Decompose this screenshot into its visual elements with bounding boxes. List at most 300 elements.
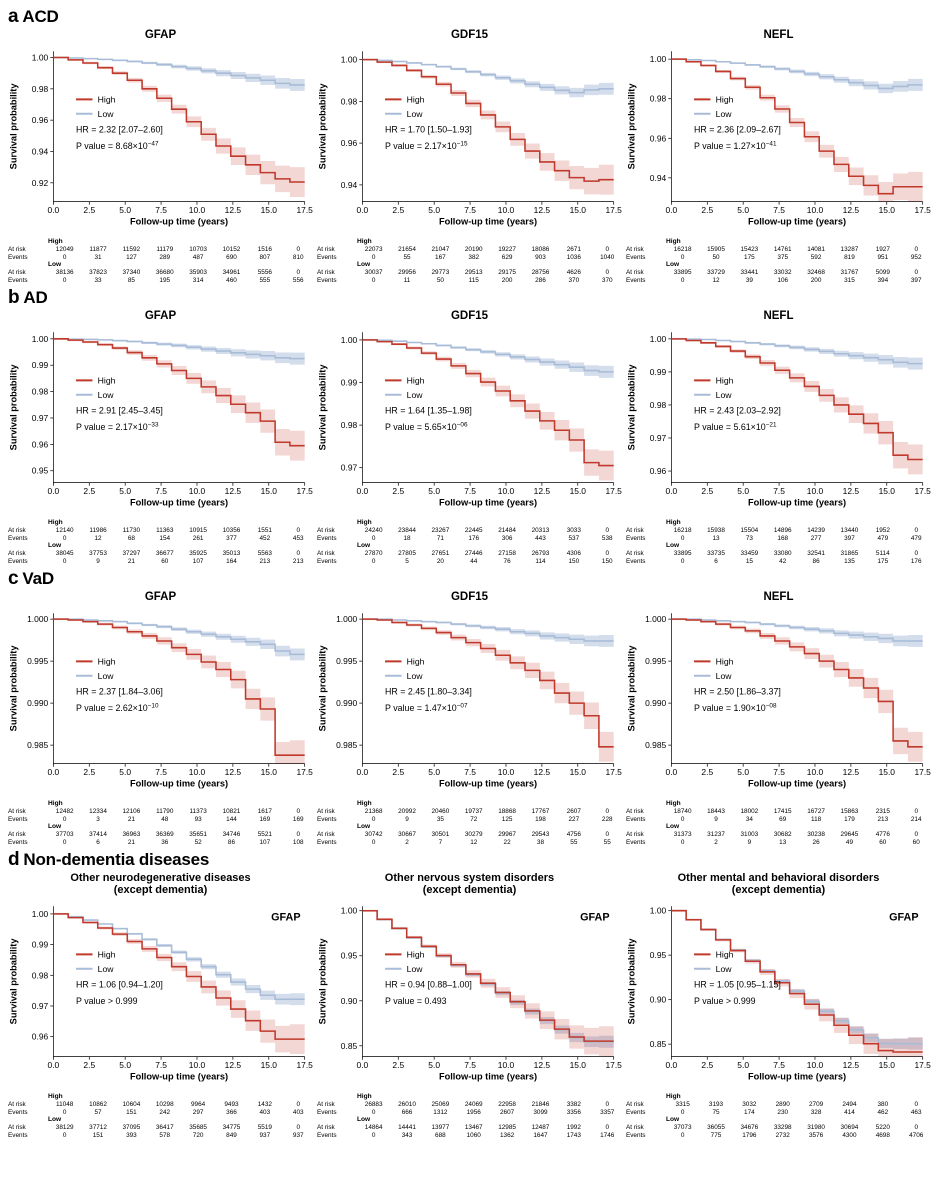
svg-text:15.0: 15.0 <box>569 766 586 777</box>
table-row: At risk 33895 33735 33459 33080 32541 31865 5114 0 <box>625 550 918 558</box>
chart-cell <box>624 309 933 566</box>
chart-title: NEFL <box>763 28 794 41</box>
svg-text:15.0: 15.0 <box>569 485 586 496</box>
svg-text:12.5: 12.5 <box>224 204 242 215</box>
svg-text:HR = 2.91 [2.45–3.45]: HR = 2.91 [2.45–3.45] <box>76 405 163 416</box>
svg-text:2.5: 2.5 <box>83 485 96 496</box>
risk-group-high-label <box>8 1093 48 1101</box>
risk-group-low: Low <box>356 261 371 269</box>
chart-title: Other mental and behavioral disorders (except dementia) <box>677 871 880 897</box>
svg-text:0.96: 0.96 <box>31 439 49 450</box>
table-row: Events 0 775 1796 2732 3576 4300 4698 4706 <box>625 1132 924 1140</box>
svg-text:15.0: 15.0 <box>569 204 586 215</box>
svg-text:Follow-up time (years): Follow-up time (years) <box>747 497 847 508</box>
svg-text:High: High <box>406 949 425 960</box>
risk-group-low: Low <box>356 542 371 550</box>
risk-table <box>315 800 624 847</box>
svg-text:5.0: 5.0 <box>119 204 132 215</box>
table-row: Events 0 3 21 48 93 144 169 169 <box>8 815 304 823</box>
plot-area <box>624 324 933 518</box>
svg-text:7.5: 7.5 <box>773 485 785 496</box>
svg-text:1.00: 1.00 <box>649 333 667 344</box>
svg-text:10.0: 10.0 <box>806 1060 824 1071</box>
km-plot <box>315 605 624 799</box>
svg-text:Survival probability: Survival probability <box>8 645 19 732</box>
svg-text:2.5: 2.5 <box>83 766 96 777</box>
svg-text:2.5: 2.5 <box>392 1060 405 1071</box>
km-plot <box>6 324 315 518</box>
risk-table <box>6 800 315 847</box>
svg-text:7.5: 7.5 <box>155 204 167 215</box>
chart-cell <box>6 309 315 566</box>
table-row: At risk 30742 30667 30501 30279 29967 29543 4756 0 <box>316 831 610 839</box>
table-row: At risk 11048 10862 10604 10298 9964 9493 1432 0 <box>8 1100 301 1108</box>
chart-cell <box>6 871 315 1140</box>
svg-text:2.5: 2.5 <box>83 1060 96 1071</box>
svg-text:0.985: 0.985 <box>336 740 358 751</box>
table-row: Events 0 18 71 176 306 443 537 538 <box>316 534 613 542</box>
svg-text:Low: Low <box>97 670 114 681</box>
panel-header <box>8 568 933 590</box>
svg-text:15.0: 15.0 <box>878 766 895 777</box>
svg-text:0.995: 0.995 <box>336 656 358 667</box>
chart-cell <box>624 590 933 847</box>
risk-group-high: High <box>356 518 372 526</box>
svg-text:0.98: 0.98 <box>31 970 49 981</box>
svg-text:Low: Low <box>715 108 732 119</box>
svg-text:17.5: 17.5 <box>914 1060 931 1071</box>
risk-table <box>624 238 933 285</box>
table-row: At risk 21368 20992 20460 19737 18868 17767 2607 0 <box>316 807 610 815</box>
svg-text:1.00: 1.00 <box>340 334 358 345</box>
svg-text:Follow-up time (years): Follow-up time (years) <box>438 216 538 227</box>
table-row: Events 0 666 1312 1956 2607 3099 3356 3357 <box>316 1108 615 1116</box>
table-row: Events 0 2 7 12 22 38 55 55 <box>316 839 611 847</box>
table-row: At risk 38136 37823 37340 36680 35903 34961 5556 0 <box>8 269 301 277</box>
svg-text:15.0: 15.0 <box>569 1060 586 1071</box>
panel-title: ACD <box>22 7 59 26</box>
table-row: At risk 12049 11877 11592 11179 10703 10152 1516 0 <box>8 245 301 253</box>
table-row: At risk 37703 37414 36963 36369 35651 34746 5521 0 <box>8 831 301 839</box>
panel-letter: b <box>8 287 20 308</box>
svg-text:P value = 1.47×10−07: P value = $1.47\times 10^{-07}$ <box>385 702 468 713</box>
svg-text:17.5: 17.5 <box>296 204 313 215</box>
risk-group-high: High <box>48 237 63 245</box>
table-row: Events 0 9 21 60 107 164 213 213 <box>8 558 304 566</box>
table-row: At risk 27870 27805 27651 27446 27158 26793 4306 0 <box>316 550 610 558</box>
risk-table <box>315 238 624 285</box>
svg-text:P value = 1.90×10−08: P value = $1.90\times 10^{-08}$ <box>694 702 777 713</box>
table-row: At risk 3315 3193 3032 2890 2709 2494 380 0 <box>625 1100 918 1108</box>
chart-cell <box>6 28 315 285</box>
risk-table <box>6 238 315 285</box>
svg-text:5.0: 5.0 <box>737 1060 750 1071</box>
svg-text:0.98: 0.98 <box>31 83 49 94</box>
svg-text:12.5: 12.5 <box>533 1060 551 1071</box>
table-row: Events 0 2 9 13 26 49 60 60 <box>625 839 920 847</box>
plot-area <box>6 898 315 1092</box>
risk-group-high-label <box>626 519 666 527</box>
svg-text:2.5: 2.5 <box>392 204 405 215</box>
svg-text:0.0: 0.0 <box>356 1060 369 1071</box>
svg-text:0.99: 0.99 <box>340 377 358 388</box>
risk-group-low: Low <box>665 1116 680 1124</box>
svg-text:0.96: 0.96 <box>649 466 667 477</box>
svg-text:Low: Low <box>406 963 423 974</box>
svg-text:0.0: 0.0 <box>47 204 60 215</box>
svg-text:2.5: 2.5 <box>701 485 714 496</box>
panel-header <box>8 287 933 309</box>
risk-group-high: High <box>48 799 63 807</box>
svg-text:15.0: 15.0 <box>260 485 277 496</box>
svg-text:HR = 0.94 [0.88–1.00]: HR = 0.94 [0.88–1.00] <box>385 979 472 990</box>
svg-text:Survival probability: Survival probability <box>8 83 19 170</box>
svg-text:1.000: 1.000 <box>645 614 667 625</box>
svg-text:Survival probability: Survival probability <box>317 364 328 451</box>
risk-group-high-label <box>317 519 357 527</box>
panel-title: AD <box>23 288 48 307</box>
svg-text:HR = 2.32 [2.07–2.60]: HR = 2.32 [2.07–2.60] <box>76 124 163 135</box>
svg-text:GFAP: GFAP <box>580 911 610 924</box>
table-row: At risk 38129 37712 37095 36417 35685 34775 5519 0 <box>8 1124 301 1132</box>
risk-table <box>624 519 933 566</box>
table-row: At risk 31373 31237 31003 30682 30238 29645 4776 0 <box>625 831 918 839</box>
svg-text:0.99: 0.99 <box>31 939 49 950</box>
svg-text:0.94: 0.94 <box>340 179 358 190</box>
svg-text:Low: Low <box>406 108 423 119</box>
chart-title: GDF15 <box>450 28 489 41</box>
risk-group-low: Low <box>356 1116 371 1124</box>
svg-text:P value = 2.62×10−10: P value = $2.62\times 10^{-10}$ <box>76 702 159 713</box>
svg-text:P value = 2.17×10−15: P value = $2.17\times 10^{-15}$ <box>385 140 468 151</box>
svg-text:0.95: 0.95 <box>31 465 49 476</box>
svg-text:17.5: 17.5 <box>296 766 313 777</box>
chart-cell <box>624 28 933 285</box>
table-row: At risk 26883 26010 25069 24069 22958 21846 3382 0 <box>316 1100 610 1108</box>
plot-area <box>315 898 624 1092</box>
svg-text:7.5: 7.5 <box>464 204 476 215</box>
km-plot <box>624 43 933 237</box>
svg-text:1.000: 1.000 <box>336 614 358 625</box>
svg-text:0.990: 0.990 <box>27 698 49 709</box>
svg-text:15.0: 15.0 <box>260 766 277 777</box>
svg-text:HR = 2.50 [1.86–3.37]: HR = 2.50 [1.86–3.37] <box>694 686 781 697</box>
svg-text:Survival probability: Survival probability <box>317 938 328 1025</box>
table-row: Events 0 6 21 36 52 86 107 108 <box>8 839 304 847</box>
svg-text:17.5: 17.5 <box>605 1060 622 1071</box>
panel-a <box>6 6 933 285</box>
svg-text:10.0: 10.0 <box>806 485 824 496</box>
risk-group-high-label <box>317 800 357 808</box>
chart-cell <box>315 309 624 566</box>
svg-text:High: High <box>715 375 734 386</box>
risk-table <box>315 1093 624 1140</box>
table-row: At risk 12140 11986 11730 11363 10915 10356 1551 0 <box>8 526 301 534</box>
svg-text:0.96: 0.96 <box>649 133 667 144</box>
svg-text:HR = 2.37 [1.84–3.06]: HR = 2.37 [1.84–3.06] <box>76 686 163 697</box>
svg-text:High: High <box>97 94 116 105</box>
plot-area <box>6 43 315 237</box>
svg-text:Follow-up time (years): Follow-up time (years) <box>747 216 847 227</box>
svg-text:Survival probability: Survival probability <box>317 645 328 732</box>
risk-group-high: High <box>665 518 681 526</box>
svg-text:15.0: 15.0 <box>878 204 895 215</box>
panel-b <box>6 287 933 566</box>
svg-text:P value = 2.17×10−33: P value = $2.17\times 10^{-33}$ <box>76 421 159 432</box>
risk-group-high: High <box>665 1092 681 1100</box>
svg-text:High: High <box>97 949 116 960</box>
table-row: Events 0 9 34 69 118 179 213 214 <box>625 815 922 823</box>
chart-cell <box>315 28 624 285</box>
svg-text:7.5: 7.5 <box>773 204 785 215</box>
panel-header <box>8 849 933 871</box>
svg-text:0.0: 0.0 <box>47 485 60 496</box>
table-row: At risk 14864 14441 13977 13467 12985 12487 1992 0 <box>316 1124 610 1132</box>
svg-text:17.5: 17.5 <box>605 766 622 777</box>
chart-title: NEFL <box>763 590 794 603</box>
svg-text:Follow-up time (years): Follow-up time (years) <box>747 1071 847 1082</box>
svg-text:0.0: 0.0 <box>47 766 60 777</box>
plot-area <box>6 605 315 799</box>
svg-text:12.5: 12.5 <box>224 766 242 777</box>
svg-text:GFAP: GFAP <box>889 911 919 924</box>
svg-text:7.5: 7.5 <box>464 766 476 777</box>
svg-text:17.5: 17.5 <box>296 485 313 496</box>
svg-text:2.5: 2.5 <box>701 1060 714 1071</box>
panel-title: VaD <box>22 569 54 588</box>
svg-text:0.0: 0.0 <box>665 766 678 777</box>
svg-text:1.00: 1.00 <box>649 905 667 916</box>
svg-text:HR = 2.43 [2.03–2.92]: HR = 2.43 [2.03–2.92] <box>694 405 781 416</box>
panel-letter: a <box>8 6 19 27</box>
svg-text:7.5: 7.5 <box>773 1060 785 1071</box>
table-row: At risk 33895 33729 33441 33032 32468 31767 5099 0 <box>625 269 918 277</box>
svg-text:Follow-up time (years): Follow-up time (years) <box>438 778 538 789</box>
svg-text:High: High <box>97 656 116 667</box>
svg-text:17.5: 17.5 <box>914 766 931 777</box>
svg-text:Low: Low <box>406 670 423 681</box>
svg-text:0.990: 0.990 <box>645 698 667 709</box>
svg-text:5.0: 5.0 <box>119 1060 132 1071</box>
svg-text:HR = 2.45 [1.80–3.34]: HR = 2.45 [1.80–3.34] <box>385 686 472 697</box>
svg-text:2.5: 2.5 <box>701 766 714 777</box>
svg-text:15.0: 15.0 <box>260 1060 277 1071</box>
svg-text:High: High <box>97 375 116 386</box>
risk-table <box>315 519 624 566</box>
svg-text:12.5: 12.5 <box>224 485 242 496</box>
svg-text:Low: Low <box>406 389 423 400</box>
svg-text:1.00: 1.00 <box>340 905 358 916</box>
svg-text:1.00: 1.00 <box>340 54 358 65</box>
svg-text:7.5: 7.5 <box>464 485 476 496</box>
svg-text:Follow-up time (years): Follow-up time (years) <box>438 1071 538 1082</box>
svg-text:5.0: 5.0 <box>737 766 750 777</box>
svg-text:5.0: 5.0 <box>428 766 441 777</box>
svg-text:P value = 1.27×10−41: P value = $1.27\times 10^{-41}$ <box>694 140 777 151</box>
svg-text:Low: Low <box>97 108 114 119</box>
svg-text:1.00: 1.00 <box>31 333 49 344</box>
panel-c <box>6 568 933 847</box>
svg-text:10.0: 10.0 <box>497 485 515 496</box>
table-row: Events 0 33 85 195 314 460 555 556 <box>8 277 304 285</box>
km-plot <box>6 43 315 237</box>
table-row: Events 0 31 127 289 487 690 807 810 <box>8 253 304 261</box>
table-row: At risk 16218 15905 15423 14761 14081 13287 1927 0 <box>625 245 918 253</box>
svg-text:0.97: 0.97 <box>340 462 358 473</box>
svg-text:0.85: 0.85 <box>340 1040 358 1051</box>
svg-text:High: High <box>715 949 734 960</box>
chart-title: GFAP <box>144 28 177 41</box>
svg-text:17.5: 17.5 <box>605 485 622 496</box>
risk-group-low: Low <box>356 823 371 831</box>
km-plot <box>624 605 933 799</box>
svg-text:GFAP: GFAP <box>271 911 301 924</box>
svg-text:0.98: 0.98 <box>31 386 49 397</box>
risk-group-high: High <box>48 1092 63 1100</box>
svg-text:High: High <box>715 94 734 105</box>
svg-text:10.0: 10.0 <box>188 766 206 777</box>
table-row: Events 0 5 20 44 76 114 150 150 <box>316 558 613 566</box>
svg-text:10.0: 10.0 <box>497 204 515 215</box>
svg-text:HR = 2.36 [2.09–2.67]: HR = 2.36 [2.09–2.67] <box>694 124 781 135</box>
svg-text:P value = 5.61×10−21: P value = $5.61\times 10^{-21}$ <box>694 421 777 432</box>
svg-text:7.5: 7.5 <box>155 485 167 496</box>
table-row: Events 0 11 50 115 200 286 370 370 <box>316 277 613 285</box>
svg-text:17.5: 17.5 <box>914 204 931 215</box>
table-row: Events 0 13 73 168 277 397 479 479 <box>625 534 922 542</box>
risk-group-high: High <box>665 799 681 807</box>
table-row: Events 0 6 15 42 86 135 175 176 <box>625 558 922 566</box>
svg-text:Follow-up time (years): Follow-up time (years) <box>129 216 229 227</box>
risk-group-high-label <box>317 238 357 246</box>
svg-text:Low: Low <box>97 389 114 400</box>
panel-d <box>6 849 933 1140</box>
chart-title: Other neurodegenerative diseases (except dementia) <box>70 871 251 897</box>
chart-cell <box>315 871 624 1140</box>
panel-header <box>8 6 933 28</box>
svg-text:12.5: 12.5 <box>842 485 860 496</box>
risk-group-high: High <box>356 799 372 807</box>
svg-text:0.95: 0.95 <box>649 950 667 961</box>
table-row: Events 0 55 167 382 629 903 1036 1040 <box>316 253 615 261</box>
svg-text:0.98: 0.98 <box>649 93 667 104</box>
plot-area <box>624 898 933 1092</box>
table-row: At risk 38045 37753 37297 36677 35925 35013 5563 0 <box>8 550 301 558</box>
panel-letter: c <box>8 568 19 589</box>
chart-title: GFAP <box>144 309 177 322</box>
svg-text:0.94: 0.94 <box>649 172 667 183</box>
svg-text:0.985: 0.985 <box>645 740 667 751</box>
svg-text:1.000: 1.000 <box>27 614 49 625</box>
svg-text:17.5: 17.5 <box>914 485 931 496</box>
svg-text:Survival probability: Survival probability <box>8 364 19 451</box>
table-row: At risk 18740 18443 18002 17415 16727 15863 2315 0 <box>625 807 918 815</box>
svg-text:Survival probability: Survival probability <box>626 645 637 732</box>
km-plot <box>315 324 624 518</box>
svg-text:Low: Low <box>715 963 732 974</box>
svg-text:0.97: 0.97 <box>649 433 667 444</box>
svg-text:0.99: 0.99 <box>649 366 667 377</box>
svg-text:2.5: 2.5 <box>392 766 405 777</box>
svg-text:7.5: 7.5 <box>464 1060 476 1071</box>
svg-text:0.85: 0.85 <box>649 1039 667 1050</box>
risk-group-high-label <box>626 1093 666 1101</box>
svg-text:Survival probability: Survival probability <box>626 83 637 170</box>
svg-text:High: High <box>406 375 425 386</box>
table-row: Events 0 75 174 230 328 414 462 463 <box>625 1108 922 1116</box>
svg-text:0.0: 0.0 <box>356 485 369 496</box>
svg-text:Low: Low <box>715 670 732 681</box>
risk-group-high-label <box>626 238 666 246</box>
svg-text:0.995: 0.995 <box>645 656 667 667</box>
svg-text:5.0: 5.0 <box>119 766 132 777</box>
svg-text:0.95: 0.95 <box>340 950 358 961</box>
risk-group-high-label <box>8 238 48 246</box>
svg-text:0.0: 0.0 <box>665 204 678 215</box>
svg-text:HR = 1.70 [1.50–1.93]: HR = 1.70 [1.50–1.93] <box>385 124 472 135</box>
svg-text:Survival probability: Survival probability <box>626 938 637 1025</box>
plot-area <box>6 324 315 518</box>
table-row: Events 0 343 688 1060 1362 1647 1743 1746 <box>316 1132 615 1140</box>
risk-group-low: Low <box>48 261 62 269</box>
svg-text:0.0: 0.0 <box>47 1060 60 1071</box>
risk-table <box>624 1093 933 1140</box>
plot-area <box>315 324 624 518</box>
chart-cell <box>624 871 933 1140</box>
chart-cell <box>6 590 315 847</box>
svg-text:0.90: 0.90 <box>649 994 667 1005</box>
svg-text:P value = 8.68×10−47: P value = $8.68\times 10^{-47}$ <box>76 140 159 151</box>
svg-text:2.5: 2.5 <box>83 204 96 215</box>
table-row: At risk 12482 12334 12106 11790 11373 10821 1617 0 <box>8 807 301 815</box>
svg-text:17.5: 17.5 <box>296 1060 313 1071</box>
svg-text:Low: Low <box>97 963 114 974</box>
risk-group-high: High <box>665 237 681 245</box>
svg-text:5.0: 5.0 <box>428 485 441 496</box>
svg-text:10.0: 10.0 <box>188 204 206 215</box>
svg-text:Survival probability: Survival probability <box>317 83 328 170</box>
svg-text:0.0: 0.0 <box>665 1060 678 1071</box>
svg-text:10.0: 10.0 <box>497 1060 515 1071</box>
svg-text:0.98: 0.98 <box>340 420 358 431</box>
km-plot <box>624 898 933 1092</box>
risk-group-high-label <box>317 1093 357 1101</box>
risk-group-high: High <box>48 518 63 526</box>
svg-text:HR = 1.06 [0.94–1.20]: HR = 1.06 [0.94–1.20] <box>76 979 163 990</box>
risk-group-low: Low <box>48 823 62 831</box>
risk-group-high: High <box>356 1092 372 1100</box>
km-plot <box>6 898 315 1092</box>
risk-table <box>624 800 933 847</box>
svg-text:7.5: 7.5 <box>155 766 167 777</box>
svg-text:5.0: 5.0 <box>428 1060 441 1071</box>
svg-text:10.0: 10.0 <box>806 204 824 215</box>
svg-text:0.0: 0.0 <box>356 766 369 777</box>
svg-text:7.5: 7.5 <box>155 1060 167 1071</box>
risk-group-low: Low <box>665 542 680 550</box>
table-row: Events 0 50 175 375 592 819 951 952 <box>625 253 922 261</box>
svg-text:5.0: 5.0 <box>428 204 441 215</box>
svg-text:0.99: 0.99 <box>31 360 49 371</box>
plot-area <box>315 605 624 799</box>
svg-text:0.92: 0.92 <box>31 177 49 188</box>
svg-text:P value = 0.493: P value = 0.493 <box>385 995 447 1006</box>
chart-title: NEFL <box>763 309 794 322</box>
table-row: At risk 30037 29956 29773 29513 29175 28756 4626 0 <box>316 269 610 277</box>
svg-text:P value > 0.999: P value > 0.999 <box>694 995 756 1006</box>
risk-table <box>6 1093 315 1140</box>
svg-text:0.94: 0.94 <box>31 146 49 157</box>
